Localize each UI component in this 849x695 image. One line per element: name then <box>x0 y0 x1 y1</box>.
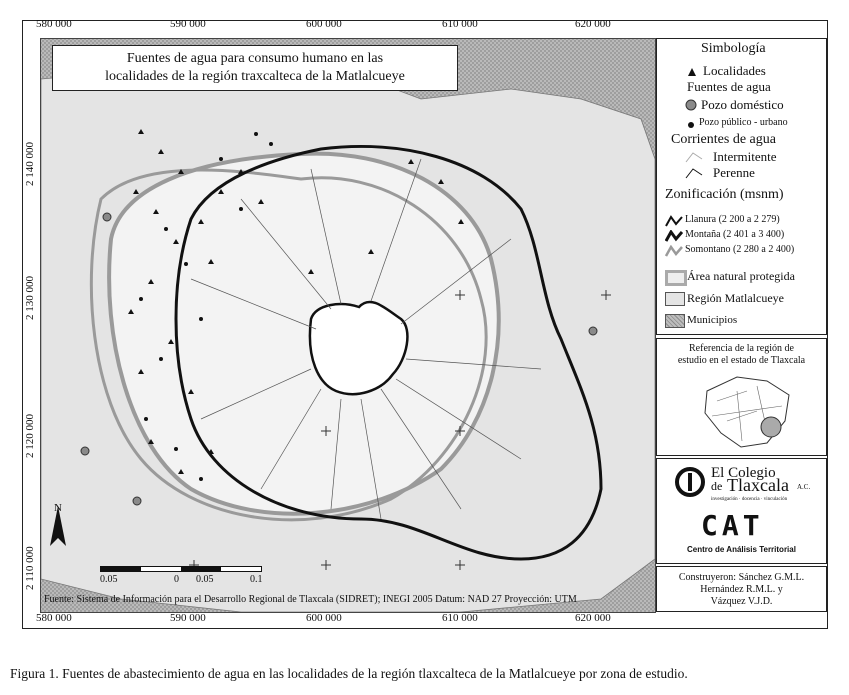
x-tick-bottom: 610 000 <box>442 612 478 624</box>
credits-line3: Vázquez V.J.D. <box>710 596 773 607</box>
y-tick: 2 130 000 <box>24 276 36 320</box>
reference-inset <box>656 338 827 456</box>
legend-pozo-publico: Pozo público - urbano <box>699 117 788 128</box>
x-tick-bottom: 580 000 <box>36 612 72 624</box>
tlaxcala-state-map <box>697 371 797 451</box>
y-tick: 2 140 000 <box>24 142 36 186</box>
cat-logo: CAT <box>701 509 764 542</box>
scale-bar-graphic <box>100 566 262 572</box>
legend-montana: Montaña (2 401 a 3 400) <box>685 229 785 240</box>
legend-fuentes: Fuentes de agua <box>687 79 771 94</box>
colegio-logo-icon <box>675 465 705 499</box>
x-tick-top: 580 000 <box>36 18 72 30</box>
pozo-publico-icon <box>687 121 695 129</box>
legend-corrientes: Corrientes de agua <box>671 132 776 147</box>
x-tick-top: 590 000 <box>170 18 206 30</box>
legend-intermitente: Intermitente <box>713 149 777 164</box>
reference-line2: estudio en el estado de Tlaxcala <box>677 355 806 366</box>
map-title <box>52 45 458 91</box>
somontano-icon <box>665 245 683 257</box>
x-tick-top: 600 000 <box>306 18 342 30</box>
legend-zonificacion: Zonificación (msnm) <box>665 187 784 202</box>
map-title-line1: Fuentes de agua para consumo humano en las <box>126 51 384 66</box>
north-arrow <box>48 502 68 552</box>
legend <box>656 38 827 335</box>
colegio-name: Tlaxcala <box>727 475 789 495</box>
legend-municipios: Municipios <box>687 314 738 326</box>
north-label: N <box>54 502 62 514</box>
map-source: Fuente: Sistema de Información para el Desarrollo Regional de Tlaxcala (SIDRET); INEGI 2005 Datum: NAD 27 Proyección: UTM <box>44 594 577 605</box>
region-swatch <box>665 292 685 306</box>
figure-caption: Figura 1. Fuentes de abastecimiento de agua en las localidades de la región tlaxcalteca de la Matlalcueye por zona de estudio. <box>10 666 688 681</box>
y-tick: 2 110 000 <box>24 546 36 590</box>
legend-somontano: Somontano (2 280 a 2 400) <box>685 244 795 255</box>
scale-label: 0 <box>174 574 179 585</box>
perenne-icon <box>685 167 703 179</box>
reference-line1: Referencia de la región de <box>689 343 794 354</box>
credits <box>656 566 827 612</box>
institution-logos <box>656 458 827 564</box>
y-tick: 2 120 000 <box>24 414 36 458</box>
x-tick-bottom: 590 000 <box>170 612 206 624</box>
legend-perenne: Perenne <box>713 165 755 180</box>
scale-label: 0.05 <box>196 574 214 585</box>
credits-line2: Hernández R.M.L. y <box>700 584 783 595</box>
colegio-tagline: investigación · docencia · vinculación <box>711 497 788 502</box>
legend-area-protegida: Área natural protegida <box>687 269 795 283</box>
legend-llanura: Llanura (2 200 a 2 279) <box>685 214 780 225</box>
map-title-line2: localidades de la región traxcalteca de la Matlalcueye <box>105 69 405 84</box>
municipios-swatch <box>665 314 685 328</box>
map-area <box>40 38 656 613</box>
intermitente-icon <box>685 151 703 163</box>
scale-bar <box>100 566 263 585</box>
x-tick-top: 620 000 <box>575 18 611 30</box>
montana-icon <box>665 230 683 242</box>
pozo-domestico-icon <box>685 99 697 111</box>
cat-subtitle: Centro de Análisis Territorial <box>687 545 796 554</box>
scale-label: 0.1 <box>250 574 263 585</box>
colegio-small: El Colegio <box>711 465 776 481</box>
llanura-icon <box>665 215 683 227</box>
area-protegida-swatch <box>665 270 687 286</box>
triangle-icon <box>687 67 697 77</box>
scale-label: 0.05 <box>100 574 118 585</box>
map-svg <box>41 39 655 612</box>
x-tick-bottom: 600 000 <box>306 612 342 624</box>
x-tick-top: 610 000 <box>442 18 478 30</box>
legend-localidades: Localidades <box>703 63 766 78</box>
legend-heading: Simbología <box>701 41 766 56</box>
colegio-de: de <box>711 479 723 493</box>
credits-line1: Construyeron: Sánchez G.M.L. <box>678 572 805 583</box>
colegio-suffix: A.C. <box>797 483 811 491</box>
legend-pozo-domestico: Pozo doméstico <box>701 97 784 112</box>
legend-region: Región Matlalcueye <box>687 291 784 305</box>
x-tick-bottom: 620 000 <box>575 612 611 624</box>
